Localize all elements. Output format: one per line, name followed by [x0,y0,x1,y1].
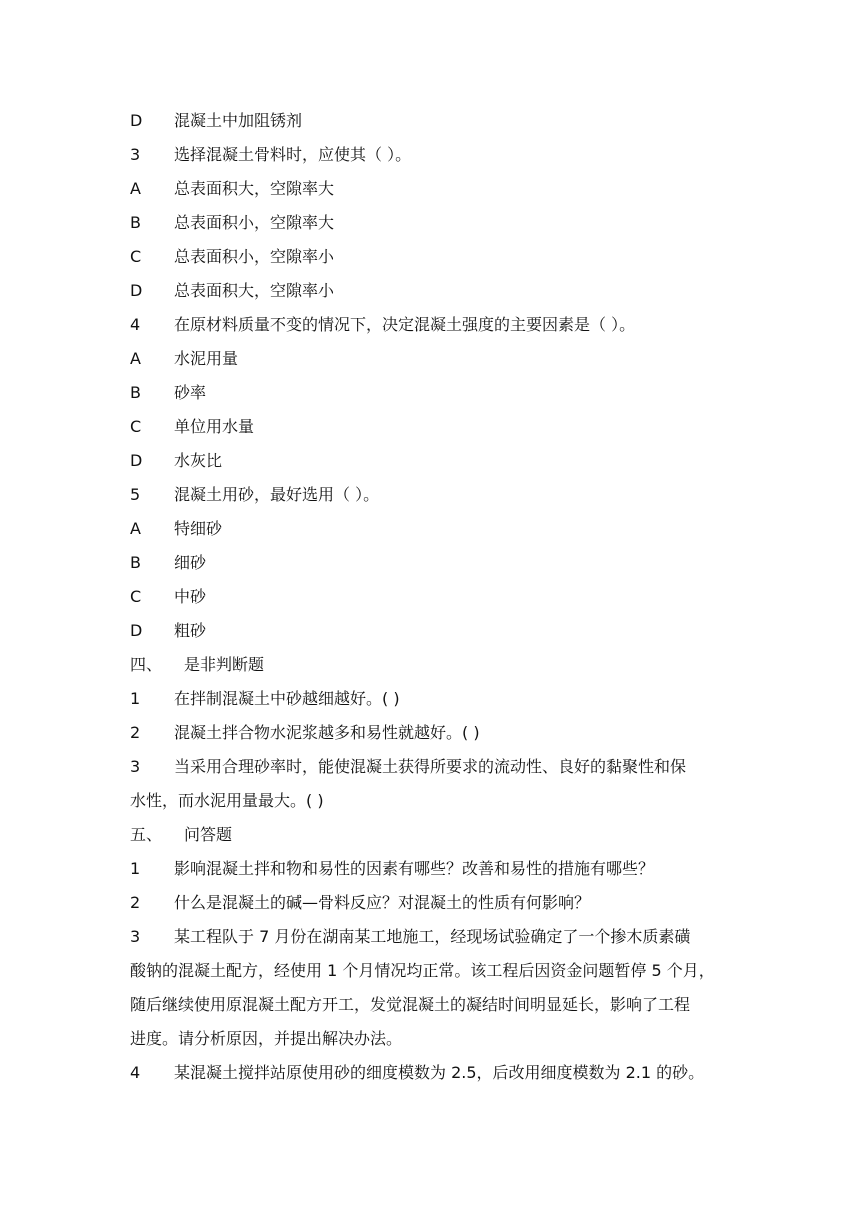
question-number: 4 [130,315,141,334]
option-text: 砂率 [174,383,207,402]
option-text: 总表面积大，空隙率大 [174,179,335,198]
option-text: 总表面积小，空隙率大 [174,213,335,232]
section-title: 是非判断题 [184,655,265,674]
option-text: 特细砂 [174,519,223,538]
option-line [130,279,740,313]
question-line [130,143,740,177]
question-line [130,857,740,891]
question-text: 混凝土用砂，最好选用（ ）。 [174,485,380,504]
question-continuation [130,993,740,1027]
option-text: 水泥用量 [174,349,239,368]
question-continuation [130,959,740,993]
question-text-continued: 酸钠的混凝土配方，经使用 1 个月情况均正常。该工程后因资金问题暂停 5 个月， [130,961,715,980]
question-line [130,925,740,959]
option-line [130,551,740,585]
question-text: 影响混凝土拌和物和易性的因素有哪些？改善和易性的措施有哪些？ [174,859,655,878]
option-line [130,381,740,415]
question-number: 1 [130,859,141,878]
question-line [130,483,740,517]
question-text: 在原材料质量不变的情况下，决定混凝土强度的主要因素是（ ）。 [174,315,636,334]
question-number: 4 [130,1063,141,1082]
document-body [130,109,740,1095]
question-text: 混凝土拌合物水泥浆越多和易性就越好。( ) [174,723,480,742]
question-text-continued: 随后继续使用原混凝土配方开工，发觉混凝土的凝结时间明显延长，影响了工程 [130,995,691,1014]
option-label: C [130,417,142,436]
option-label: B [130,553,141,572]
option-text: 水灰比 [174,451,223,470]
question-number: 3 [130,927,141,946]
option-line [130,517,740,551]
question-text: 选择混凝土骨料时，应使其（ ）。 [174,145,412,164]
option-line [130,211,740,245]
option-text: 总表面积小，空隙率小 [174,247,335,266]
question-continuation [130,1027,740,1061]
question-number: 1 [130,689,141,708]
option-label: B [130,213,141,232]
question-line [130,1061,740,1095]
option-label: C [130,587,142,606]
question-text: 什么是混凝土的碱—骨料反应？对混凝土的性质有何影响？ [174,893,591,912]
option-label: D [130,281,143,300]
section-number: 四、 [130,655,163,674]
option-line [130,619,740,653]
option-label: D [130,111,143,130]
option-line [130,585,740,619]
section-title: 问答题 [184,825,233,844]
section-heading [130,823,740,857]
option-line [130,415,740,449]
option-label: B [130,383,141,402]
section-number: 五、 [130,825,163,844]
option-text: 中砂 [174,587,207,606]
question-line [130,755,740,789]
option-line [130,245,740,279]
option-text: 细砂 [174,553,207,572]
question-continuation [130,789,740,823]
question-line [130,891,740,925]
question-text: 某混凝土搅拌站原使用砂的细度模数为 2.5，后改用细度模数为 2.1 的砂。 [174,1063,705,1082]
question-text-continued: 水性，而水泥用量最大。( ) [130,791,324,810]
option-label: A [130,519,141,538]
section-heading [130,653,740,687]
question-text-continued: 进度。请分析原因，并提出解决办法。 [130,1029,403,1048]
option-text: 单位用水量 [174,417,255,436]
option-label: A [130,179,141,198]
question-number: 3 [130,145,141,164]
question-line [130,313,740,347]
question-number: 2 [130,893,141,912]
question-text: 在拌制混凝土中砂越细越好。( ) [174,689,400,708]
option-text: 混凝土中加阻锈剂 [174,111,303,130]
question-line [130,721,740,755]
option-line [130,177,740,211]
question-line [130,687,740,721]
option-text: 总表面积大，空隙率小 [174,281,335,300]
option-label: A [130,349,141,368]
question-text: 当采用合理砂率时，能使混凝土获得所要求的流动性、良好的黏聚性和保 [174,757,687,776]
option-text: 粗砂 [174,621,207,640]
option-label: D [130,451,143,470]
option-label: D [130,621,143,640]
option-line [130,347,740,381]
question-number: 3 [130,757,141,776]
option-label: C [130,247,142,266]
question-text: 某工程队于 7 月份在湖南某工地施工，经现场试验确定了一个掺木质素磺 [174,927,691,946]
option-line [130,109,740,143]
option-line [130,449,740,483]
question-number: 5 [130,485,141,504]
question-number: 2 [130,723,141,742]
